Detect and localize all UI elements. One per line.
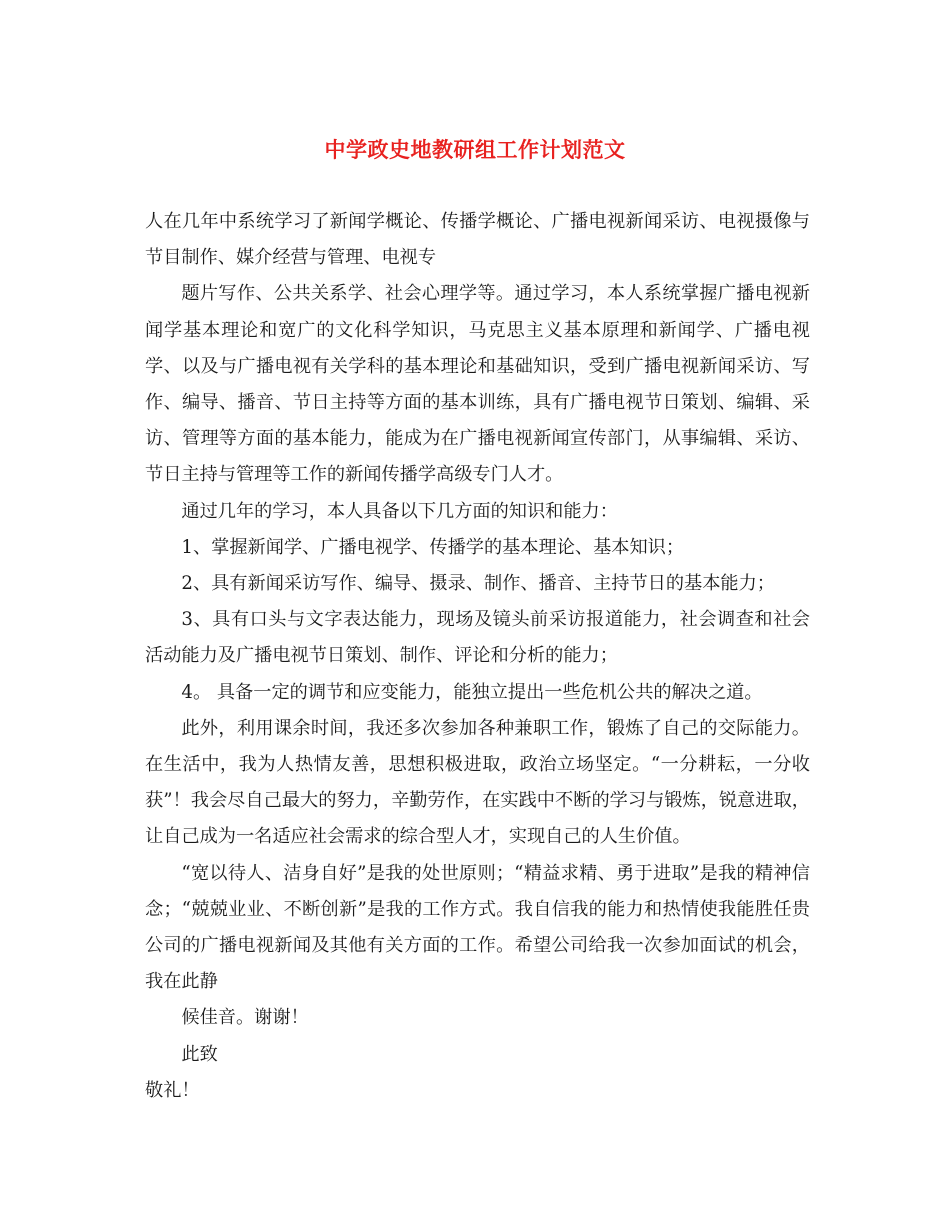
- closing-line: 此致: [181, 1043, 218, 1065]
- paragraph-5: “宽以待人、洁身自好”是我的处世原则；“精益求精、勇于进取”是我的精神信念；“兢兢业业、不断创新”是我的工作方式。我自信我的能力和热情使我能胜任贵公司的广播电视新闻及其他有关方面的工作。希望公司给我一次参加面试的机会，我在此静: [145, 862, 810, 993]
- closing-salute: 敬礼！: [145, 1079, 200, 1101]
- paragraph-2: 题片写作、公共关系学、社会心理学等。通过学习，本人系统掌握广播电视新闻学基本理论和宽广的文化科学知识，马克思主义基本原理和新闻学、广播电视学、以及与广播电视有关学科的基本理论和基础知识，受到广播电视新闻采访、写作、编导、播音、节日主持等方面的基本训练，具有广播电视节日策划、编辑、采访、管理等方面的基本能力，能成为在广播电视新闻宣传部门，从事编辑、采访、节日主持与管理等工作的新闻传播学高级专门人才。: [145, 283, 810, 486]
- paragraph-1: 人在几年中系统学习了新闻学概论、传播学概论、广播电视新闻采访、电视摄像与节目制作、媒介经营与管理、电视专: [145, 211, 810, 269]
- list-item-3: 3、具有口头与文字表达能力，现场及镜头前采访报道能力，社会调查和社会活动能力及广播电视节日策划、制作、评论和分析的能力；: [145, 609, 810, 667]
- document-title: 中学政史地教研组工作计划范文: [324, 137, 626, 162]
- document-body: [145, 204, 810, 1109]
- paragraph-4: 此外，利用课余时间，我还多次参加各种兼职工作，锻炼了自己的交际能力。在生活中，我为人热情友善，思想积极进取，政治立场坚定。“一分耕耘，一分收获”！我会尽自己最大的努力，辛勤劳作，在实践中不断的学习与锻炼，锐意进取，让自己成为一名适应社会需求的综合型人才，实现自己的人生价值。: [145, 717, 810, 848]
- list-item-1: 1、掌握新闻学、广播电视学、传播学的基本理论、基本知识；: [181, 536, 685, 558]
- list-item-4: 4。 具备一定的调节和应变能力，能独立提出一些危机公共的解决之道。: [181, 681, 763, 703]
- paragraph-3: 通过几年的学习，本人具备以下几方面的知识和能力：: [181, 500, 618, 522]
- list-item-2: 2、具有新闻采访写作、编导、摄录、制作、播音、主持节日的基本能力；: [181, 573, 775, 595]
- paragraph-6: 候佳音。谢谢！: [181, 1007, 309, 1029]
